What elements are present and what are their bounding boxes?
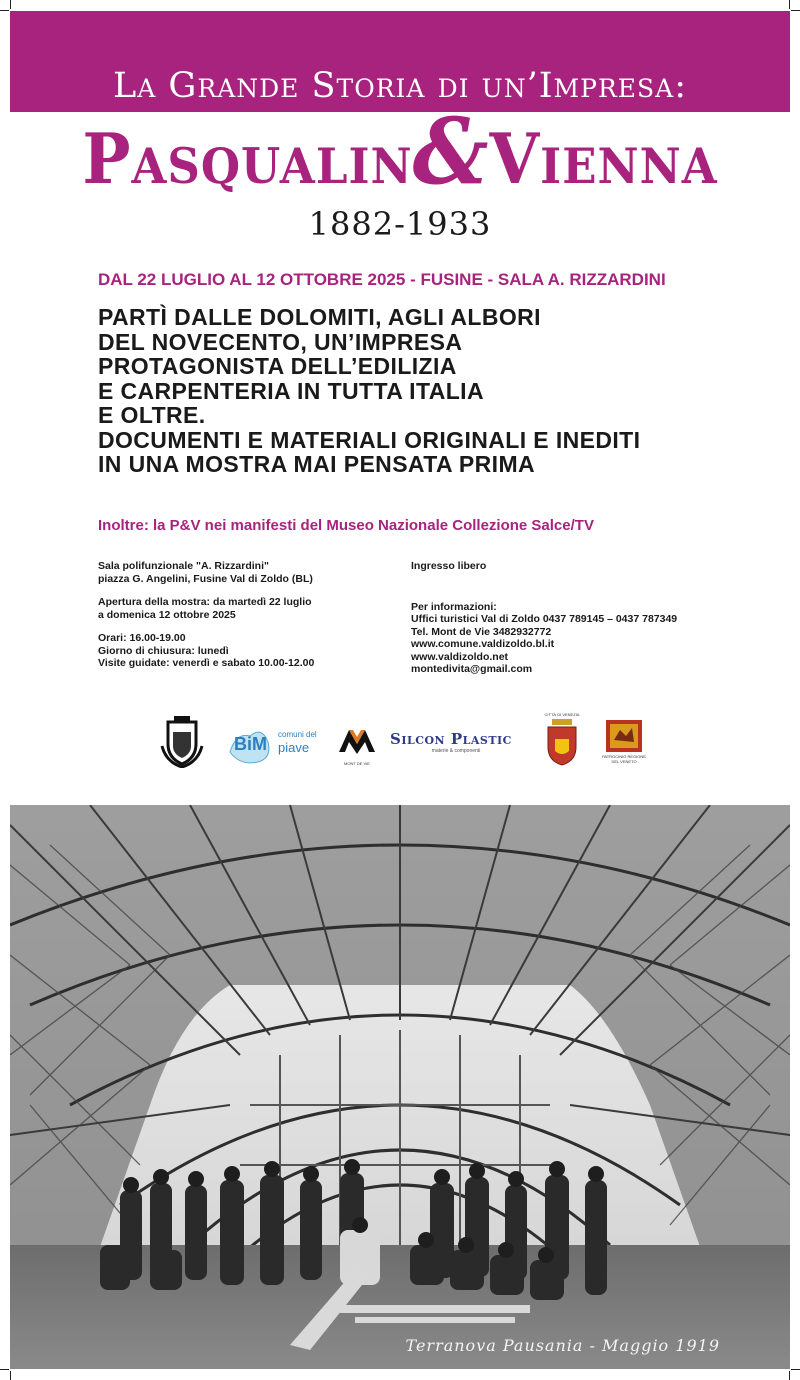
crop-mark: [789, 1371, 790, 1380]
silcon-plastic-logo: [390, 730, 522, 760]
dates-line: DAL 22 LUGLIO AL 12 OTTOBRE 2025 - FUSINE - SALA A. RIZZARDINI: [98, 270, 666, 289]
hours-line: Giorno di chiusura: lunedì: [98, 644, 229, 657]
years: 1882-1933: [308, 205, 492, 243]
contact-line: Per informazioni:: [411, 600, 497, 613]
bim-piave-logo: [228, 724, 320, 766]
opening-block: [98, 596, 314, 621]
contact-line: Tel. Mont de Vie 3482932772: [411, 625, 552, 638]
provincia-logo: [598, 720, 650, 770]
venue-line: piazza G. Angelini, Fusine Val di Zoldo (BL): [98, 572, 313, 585]
silcon-text: Silcon Plastic: [390, 730, 512, 748]
hours-line: Orari: 16.00-19.00: [98, 632, 186, 644]
piave-text: piave: [278, 740, 310, 755]
info-left: [98, 560, 314, 681]
mont-de-vie-logo: [337, 724, 377, 766]
bim-text: BiM: [234, 734, 267, 754]
inoltre-note: Inoltre: la P&V nei manifesti del Museo Nazionale Collezione Salce/TV: [98, 517, 594, 534]
title-line: La Grande Storia di un’Impresa:: [113, 66, 687, 106]
crop-mark: [10, 1371, 11, 1380]
contact-line: Uffici turistici Val di Zoldo 0437 789145 – 0437 787349: [411, 613, 678, 625]
headline-line: DOCUMENTI E MATERIALI ORIGINALI E INEDITI: [98, 426, 641, 453]
mdv-caption: MONT DE VIE: [344, 761, 370, 766]
website-link[interactable]: www.valdizoldo.net: [411, 650, 509, 663]
ampersand: &: [412, 97, 490, 205]
venue-block: [98, 560, 314, 585]
citta-label: CITTÀ DI VENEZIA: [544, 712, 580, 717]
historic-photo: [10, 805, 790, 1369]
website-link[interactable]: www.comune.valdizoldo.bl.it: [411, 638, 555, 650]
email-link[interactable]: montedivita@gmail.com: [411, 663, 533, 675]
company-name-left: Pasqualin: [82, 119, 413, 201]
crop-mark: [791, 10, 800, 11]
entry-text: Ingresso libero: [411, 560, 487, 572]
contacts-block: [411, 601, 677, 676]
crop-mark: [789, 0, 790, 9]
crop-mark: [10, 0, 11, 9]
comuni-text: comuni del: [278, 730, 317, 739]
citta-venezia-logo: [542, 712, 582, 774]
opening-line: a domenica 12 ottobre 2025: [98, 608, 236, 621]
timber-structure-illustration: [10, 805, 790, 1369]
municipal-crest-logo: [160, 716, 204, 773]
sponsor-logos: [150, 712, 660, 777]
crop-mark: [0, 10, 9, 11]
headline-line: E OLTRE.: [98, 402, 206, 428]
provincia-label: PATROCINIO REGIONE DEL VENETO: [602, 754, 646, 764]
photo-caption: Terranova Pausania - Maggio 1919: [405, 1336, 720, 1355]
silcon-subtitle: materie & componenti: [431, 748, 481, 754]
headline-line: PROTAGONISTA DELL’EDILIZIA: [98, 353, 457, 379]
opening-line: Apertura della mostra: da martedì 22 luglio: [98, 596, 312, 608]
crop-mark: [0, 1369, 9, 1370]
headline-line: E CARPENTERIA IN TUTTA ITALIA: [98, 377, 484, 404]
headline: [98, 305, 738, 477]
company-name: [0, 97, 800, 205]
headline-line: IN UNA MOSTRA MAI PENSATA PRIMA: [98, 451, 536, 477]
headline-line: PARTÌ DALLE DOLOMITI, AGLI ALBORI: [98, 304, 541, 330]
hours-block: [98, 632, 314, 670]
crop-mark: [791, 1369, 800, 1370]
company-name-right: Vienna: [489, 119, 718, 201]
info-right: [411, 560, 677, 687]
headline-line: DEL NOVECENTO, UN’IMPRESA: [98, 328, 463, 355]
entry-block: [411, 560, 677, 573]
venue-line: Sala polifunzionale "A. Rizzardini": [98, 560, 269, 572]
hours-line: Visite guidate: venerdì e sabato 10.00-12.00: [98, 657, 315, 669]
